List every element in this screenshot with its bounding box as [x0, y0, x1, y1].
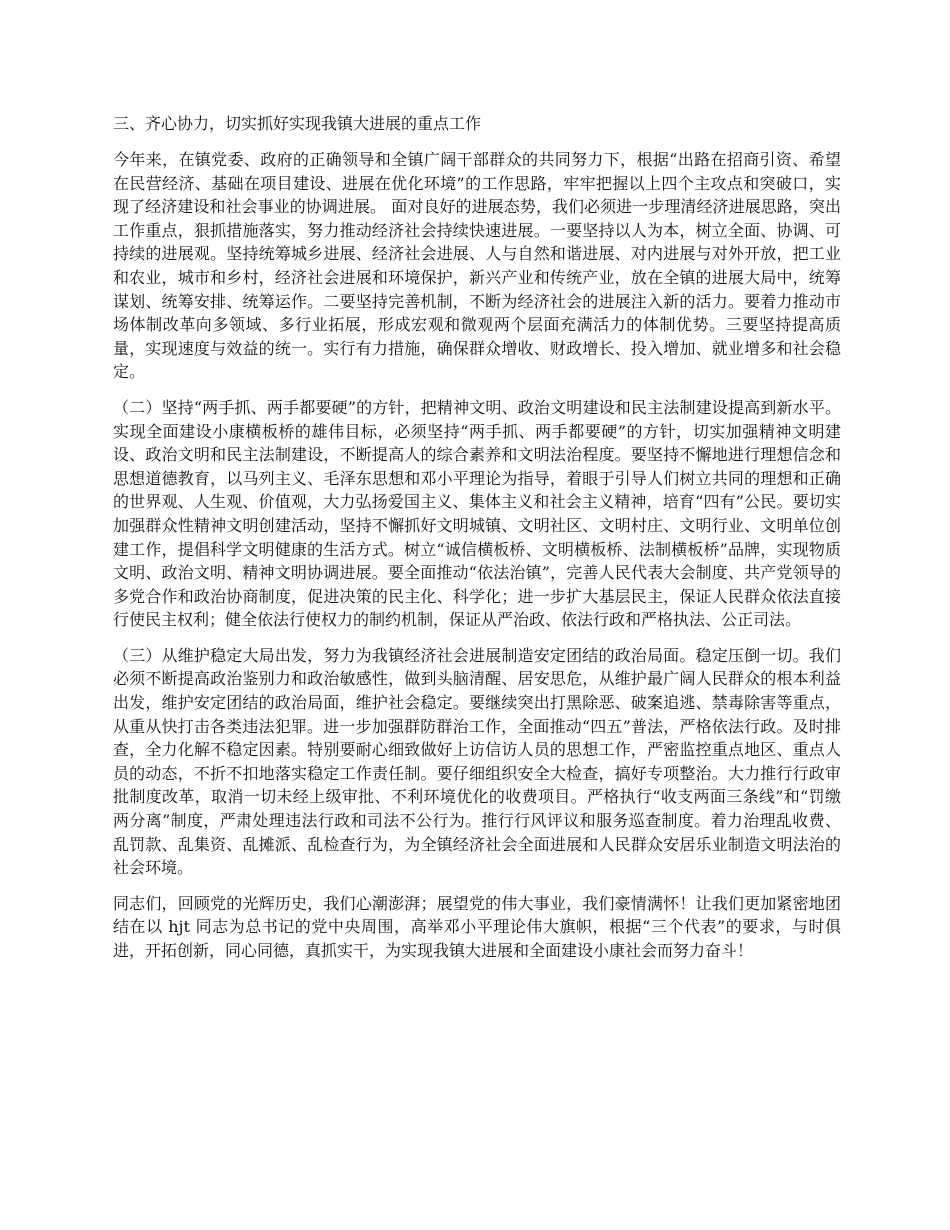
- paragraph-1: 今年来，在镇党委、政府的正确领导和全镇广阔干部群众的共同努力下，根据“出路在招商引资、希望在民营经济、基础在项目建设、进展在优化环境”的工作思路，牢牢把握以上四个主攻点和突破口，实现了经济建设和社会事业的协调进展。 面对良好的进展态势，我们必须进一步理清经济进展思路，突出工作重点，狠抓措施落实，努力推动经济社会持续快速进展。一要坚持以人为本，树立全面、协调、可持续的进展观。坚持统筹城乡进展、经济社会进展、人与自然和谐进展、对内进展与对外开放，把工业和农业，城市和乡村，经济社会进展和环境保护，新兴产业和传统产业，放在全镇的进展大局中，统筹谋划、统筹安排、统筹运作。二要坚持完善机制，不断为经济社会的进展注入新的活力。要着力推动市场体制改革向多领域、多行业拓展，形成宏观和微观两个层面充满活力的体制优势。三要坚持提高质量，实现速度与效益的统一。实行有力措施，确保群众增收、财政增长、投入增加、就业增多和社会稳定。: [113, 150, 841, 382]
- document-page: [113, 112, 841, 975]
- paragraph-2: （二）坚持“两手抓、两手都要硬”的方针，把精神文明、政治文明建设和民主法制建设提高到新水平。实现全面建设小康横板桥的雄伟目标，必须坚持“两手抓、两手都要硬”的方针，切实加强精神文明建设、政治文明和民主法制建设，不断提高人的综合素养和文明法治程度。要坚持不懈地进行理想信念和思想道德教育，以马列主义、毛泽东思想和邓小平理论为指导，着眼于引导人们树立共同的理想和正确的世界观、人生观、价值观，大力弘扬爱国主义、集体主义和社会主义精神，培育“四有”公民。要切实加强群众性精神文明创建活动，坚持不懈抓好文明城镇、文明社区、文明村庄、文明行业、文明单位创建工作，提倡科学文明健康的生活方式。树立“诚信横板桥、文明横板桥、法制横板桥”品牌，实现物质文明、政治文明、精神文明协调进展。要全面推动“依法治镇”，完善人民代表大会制度、共产党领导的多党合作和政治协商制度，促进决策的民主化、科学化；进一步扩大基层民主，保证人民群众依法直接行使民主权利；健全依法行使权力的制约机制，保证从严治政、依法行政和严格执法、公正司法。: [113, 397, 841, 630]
- section-heading: 三、齐心协力，切实抓好实现我镇大进展的重点工作: [113, 114, 482, 133]
- paragraph-3: （三）从维护稳定大局出发，努力为我镇经济社会进展制造安定团结的政治局面。稳定压倒一切。我们必须不断提高政治鉴别力和政治敏感性，做到头脑清醒、居安思危，从维护最广阔人民群众的根本利益出发，维护安定团结的政治局面，维护社会稳定。要继续突出打黑除恶、破案追逃、禁毒除害等重点，从重从快打击各类违法犯罪。进一步加强群防群治工作，全面推动“四五”普法，严格依法行政。及时排查，全力化解不稳定因素。特别要耐心细致做好上访信访人员的思想工作，严密监控重点地区、重点人员的动态，不折不扣地落实稳定工作责任制。要仔细组织安全大检查，搞好专项整治。大力推行行政审批制度改革，取消一切未经上级审批、不利环境优化的收费项目。严格执行“收支两面三条线”和“罚缴两分离”制度，严肃处理违法行政和司法不公行为。推行行风评议和服务巡查制度。着力治理乱收费、乱罚款、乱集资、乱摊派、乱检查行为，为全镇经济社会全面进展和人民群众安居乐业制造文明法治的社会环境。: [113, 645, 841, 878]
- paragraph-4: 同志们，回顾党的光辉历史，我们心潮澎湃；展望党的伟大事业，我们豪情满怀！让我们更加紧密地团结在以 hjt 同志为总书记的党中央周围，高举邓小平理论伟大旗帜，根据“三个代表”的要求，与时俱进，开拓创新，同心同德，真抓实干，为实现我镇大进展和全面建设小康社会而努力奋斗！: [113, 893, 841, 960]
